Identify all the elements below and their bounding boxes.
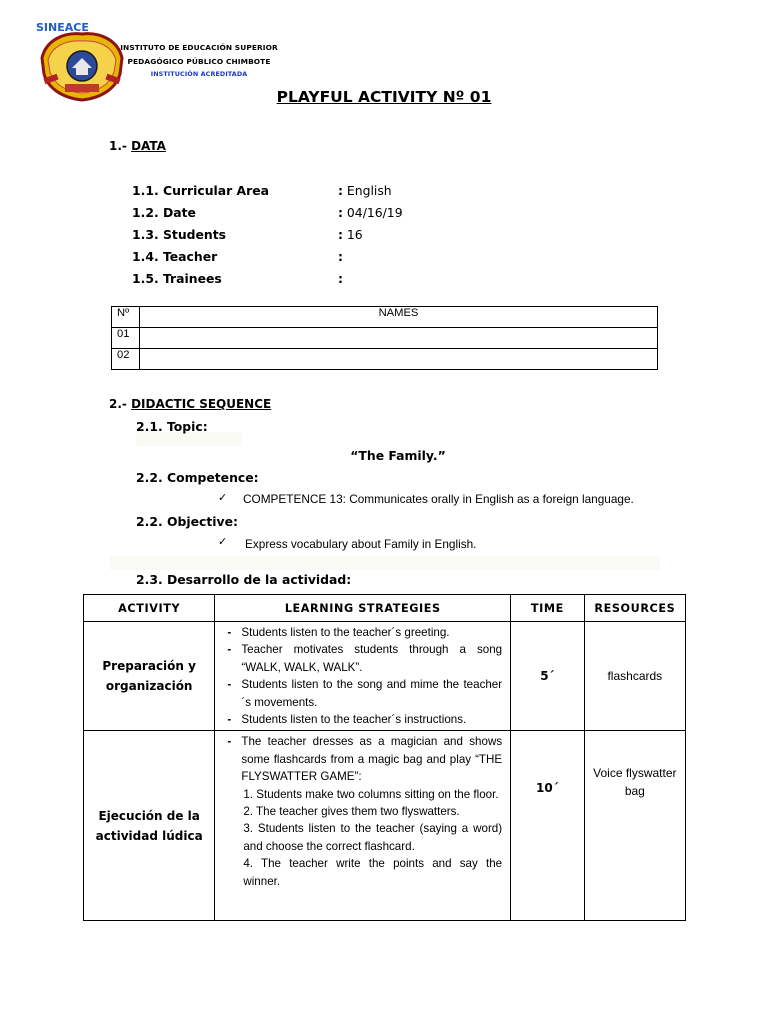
names-table [111, 306, 658, 370]
checkmark-icon: ✓ [218, 491, 228, 504]
field-value: : 16 [338, 227, 363, 242]
table-header-row [84, 595, 686, 622]
table-header-cell: NAMES [140, 307, 658, 328]
list-item: 2. The teacher gives them two flyswatters. [243, 805, 460, 819]
list-item: - Students listen to the teacher´s greeting. [227, 626, 450, 639]
objective-label: 2.2. Objective: [136, 514, 238, 529]
activity-time: 10´ [511, 731, 585, 921]
table-row [112, 328, 658, 349]
table-header-row [112, 307, 658, 328]
competence-text: COMPETENCE 13: Communicates orally in English as a foreign language. [243, 492, 634, 506]
table-header-cell: ACTIVITY [84, 595, 215, 622]
learning-strategies [215, 731, 511, 921]
field-label: 1.2. Date [132, 205, 196, 220]
checkmark-icon: ✓ [218, 535, 228, 548]
field-label: 1.1. Curricular Area [132, 183, 270, 198]
table-cell [140, 328, 658, 349]
list-item: - Students listen to the teacher´s instructions. [227, 713, 467, 727]
table-header-cell: TIME [511, 595, 585, 622]
field-label: 1.4. Teacher [132, 249, 218, 264]
table-header-cell: LEARNING STRATEGIES [215, 595, 511, 622]
activity-phase: Preparación y organización [84, 622, 215, 731]
list-item: 3. Students listen to the teacher (saying a word) and choose the correct flashcard. [243, 822, 503, 853]
activity-resources: Voice flyswatter bag [584, 731, 685, 921]
field-value: : 04/16/19 [338, 205, 403, 220]
list-item: 4. The teacher write the points and say the winner. [243, 857, 503, 888]
topic-label: 2.1. Topic: [136, 419, 208, 434]
institution-name-line1: INSTITUTO DE EDUCACIÓN SUPERIOR [120, 43, 278, 52]
table-row [84, 622, 686, 731]
section-didactic-heading: 2.- DIDACTIC SEQUENCE [109, 397, 272, 411]
page-title: PLAYFUL ACTIVITY Nº 01 [276, 88, 492, 106]
table-row [84, 731, 686, 921]
activity-time: 5´ [511, 622, 585, 731]
list-item: - Teacher motivates students through a song “WALK, WALK, WALK”. [227, 643, 503, 674]
topic-text: “The Family.” [350, 448, 446, 463]
table-cell [140, 349, 658, 370]
field-value: : [338, 249, 343, 264]
field-value: : English [338, 183, 392, 198]
list-item: - Students listen to the song and mime the teacher´s movements. [227, 678, 503, 709]
table-cell: 02 [112, 349, 140, 370]
competence-label: 2.2. Competence: [136, 470, 259, 485]
table-header-cell: Nº [112, 307, 140, 328]
list-item: - The teacher dresses as a magician and shows some flashcards from a magic bag and play “THE FLYSWATTER GAME”: [227, 735, 503, 784]
table-row [112, 349, 658, 370]
accreditation-label: INSTITUCIÓN ACREDITADA [150, 70, 248, 78]
learning-strategies [215, 622, 511, 731]
table-cell: 01 [112, 328, 140, 349]
activity-phase: Ejecución de la actividad lúdica [84, 731, 215, 921]
sineace-label: SINEACE [36, 21, 89, 34]
list-item: 1. Students make two columns sitting on the floor. [243, 787, 499, 801]
highlight-area [110, 556, 660, 570]
field-label: 1.5. Trainees [132, 271, 222, 286]
table-header-cell: RESOURCES [584, 595, 685, 622]
activity-table [83, 594, 686, 921]
activity-resources: flashcards [584, 622, 685, 731]
institution-name-line2: PEDAGÓGICO PÚBLICO CHIMBOTE [127, 57, 271, 66]
field-label: 1.3. Students [132, 227, 227, 242]
field-value: : [338, 271, 343, 286]
development-label: 2.3. Desarrollo de la actividad: [136, 572, 352, 587]
section-data-heading: 1.- DATA [109, 139, 166, 153]
highlight-area [136, 432, 242, 446]
objective-text: Express vocabulary about Family in English. [245, 537, 477, 551]
